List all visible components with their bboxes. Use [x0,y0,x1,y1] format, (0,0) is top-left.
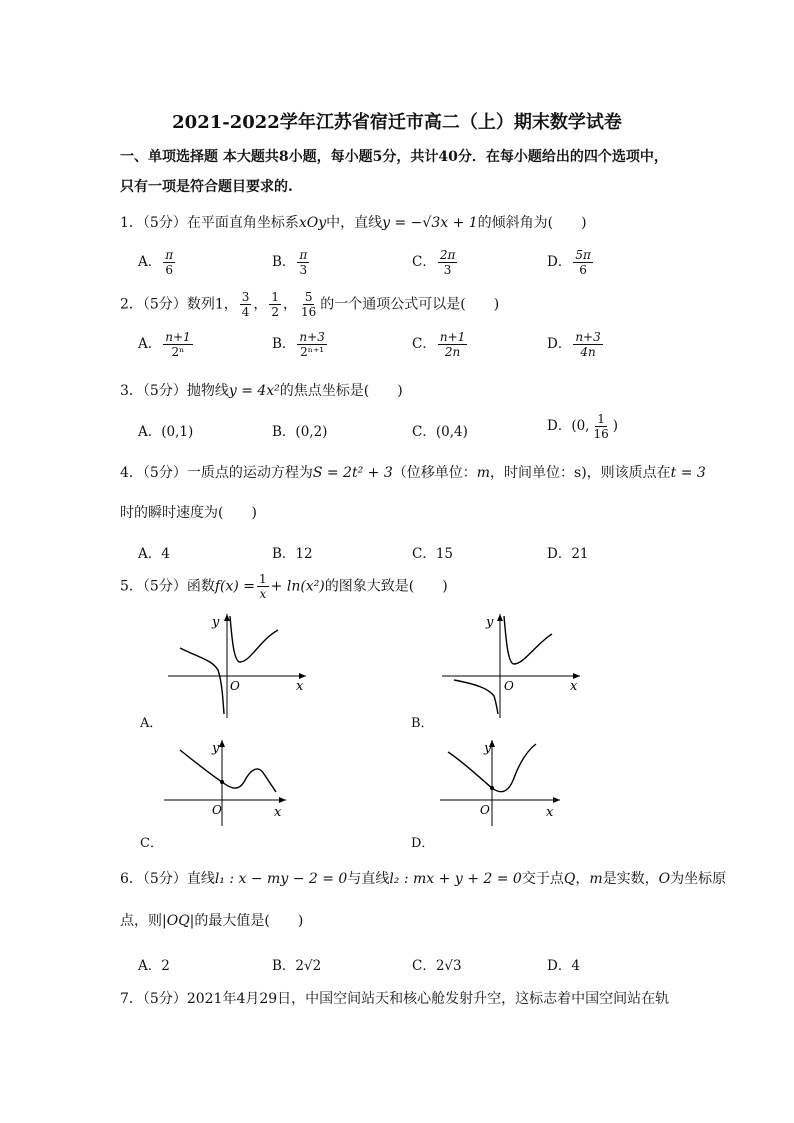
q6-option-d[interactable]: D．4 [547,958,580,974]
graph-b-x-label: x [570,679,578,694]
question-4-line2: 时的瞬时速度为( ) [120,505,257,521]
q5-option-c[interactable]: C． [140,836,163,851]
q3-option-a[interactable]: A．(0,1) [138,424,194,440]
q4-option-a[interactable]: A．4 [138,546,170,562]
q6-option-a[interactable]: A．2 [138,958,170,974]
graph-a-x-label: x [296,679,304,694]
q1-option-c[interactable]: C． $\frac{2\pi}{3}$ [412,248,456,277]
q5-option-a[interactable]: A． [140,716,163,731]
q3-option-b[interactable]: B．(0,2) [272,424,328,440]
q4-option-b[interactable]: B．12 [272,546,313,562]
graph-a [160,610,310,720]
graph-b-y-label: y [486,615,494,630]
question-4-line1: 4．（5分）一质点的运动方程为S = 2t² + 3（位移单位：m，时间单位：s)，则该质点在t = 3 [120,465,706,481]
section-heading-line1: 一、单项选择题 本大题共8小题，每小题5分，共计40分．在每小题给出的四个选项中， [120,149,668,165]
question-3: 3．（5分）抛物线y = 4x²的焦点坐标是( ) [120,383,403,399]
graph-c-origin-label: O [212,803,222,817]
question-5: 5．（5分）函数f(x) = $\frac{1}{x}$ + ln(x²)的图象大致是( ) [120,572,448,601]
q5-option-d[interactable]: D． [411,836,435,851]
page-title: 2021-2022学年江苏省宿迁市高二（上）期末数学试卷 [172,112,622,133]
q2-option-a[interactable]: A． $\frac{n+1}{\text{2ⁿ}}$ [138,330,191,359]
q4-option-d[interactable]: D．21 [547,546,589,562]
graph-b-origin-label: O [504,679,514,693]
q2-option-c[interactable]: C． $\frac{n+1}{2n}$ [412,330,466,359]
question-6-line2: 点，则|OQ|的最大值是( ) [120,913,304,929]
q1-option-d[interactable]: D． $\frac{5\pi}{6}$ [547,248,591,277]
question-6-line1: 6．（5分）直线l₁ : x − my − 2 = 0与直线l₂ : mx + y + 2 = 0交于点Q，m是实数，O为坐标原 [120,871,727,887]
q2-option-b[interactable]: B． $\frac{n+3}{\text{2ⁿ⁺¹}}$ [272,330,325,359]
q6-option-c[interactable]: C．2√3 [412,958,462,974]
question-1: 1．（5分）在平面直角坐标系xOy中，直线y = −√3x + 1的倾斜角为( ) [120,215,587,231]
question-2: 2．（5分）数列1， $\frac{3}{4}$ ， $\frac{1}{2}$ ， $\frac{5}{16}$ 的一个通项公式可以是( ) [120,290,500,319]
q1-option-b[interactable]: B． $\frac{\pi}{3}$ [272,248,308,277]
q5-option-b[interactable]: B． [411,716,434,731]
question-7: 7．（5分）2021年4月29日，中国空间站天和核心舱发射升空，这标志着中国空间站在轨 [120,991,670,1007]
q3-option-d[interactable]: D．(0, $\frac{1}{16}$ ) [547,412,619,441]
graph-c [160,738,290,828]
q3-option-c[interactable]: C．(0,4) [412,424,468,440]
graph-b [440,610,585,720]
q1-option-a[interactable]: A． $\frac{\pi}{6}$ [138,248,174,277]
graph-c-x-label: x [274,805,282,820]
graph-a-y-label: y [212,615,220,630]
graph-d-x-label: x [546,805,554,820]
graph-d [430,738,565,828]
graph-a-origin-label: O [230,679,240,693]
graph-c-y-label: y [212,741,220,756]
section-heading-line2: 只有一项是符合题目要求的. [120,179,293,195]
q2-option-d[interactable]: D． $\frac{n+3}{4n}$ [547,330,601,359]
graph-d-origin-label: O [480,803,490,817]
q6-option-b[interactable]: B．2√2 [272,958,322,974]
q4-option-c[interactable]: C．15 [412,546,454,562]
graph-d-y-label: y [484,741,492,756]
